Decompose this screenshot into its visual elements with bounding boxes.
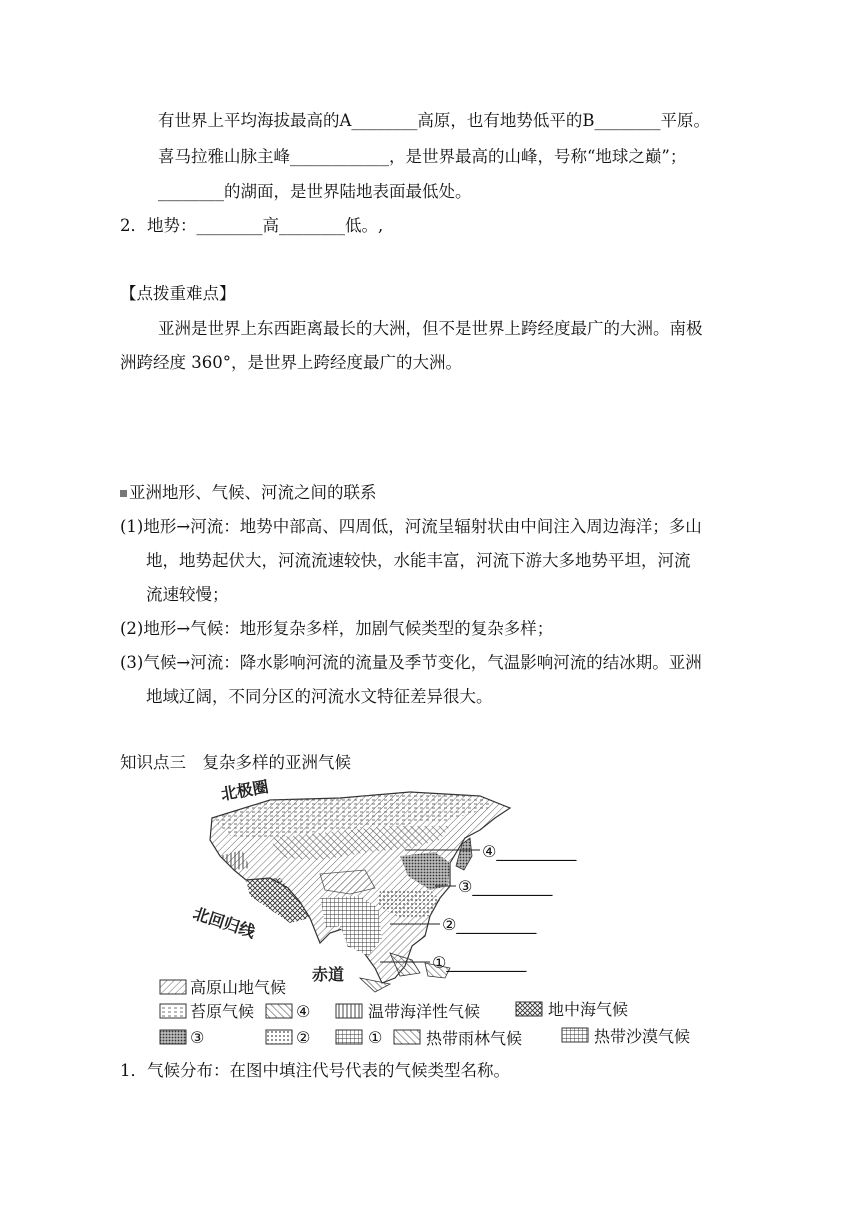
legend-label: ① [368,1028,383,1047]
text-line: 流速较慢； [146,585,229,604]
legend-label: ③ [190,1028,205,1047]
bullet-icon [120,490,127,497]
text-line: 亚洲是世界上东西距离最长的大洲，但不是世界上跨经度最广的大洲。南极 [158,319,703,338]
legend-label: 地中海气候 [548,1000,629,1019]
arctic-circle-label: 北极圈 [219,778,270,804]
asia-climate-map [150,778,750,1058]
legend-swatch-plateau [160,980,186,994]
legend-swatch-tundra [160,1004,186,1018]
equator-label: 赤道 [312,965,345,984]
legend-swatch-rainforest [394,1030,420,1044]
legend-label: ④ [296,1002,311,1021]
text-line: (2)地形→气候：地形复杂多样，加剧气候类型的复杂多样； [120,619,554,638]
relation-title: 亚洲地形、气候、河流之间的联系 [120,482,377,504]
legend-label: 高原山地气候 [190,978,287,997]
legend-swatch-2 [266,1030,292,1044]
climate-region-1 [320,896,382,956]
legend-swatch-oceanic [336,1004,362,1018]
text-line: 地域辽阔，不同分区的河流水文特征差异很大。 [146,687,493,706]
legend-label: 苔原气候 [190,1002,255,1021]
tropic-of-cancer-label: 北回归线 [190,903,258,942]
text-line: 2．地势：________高________低。, [120,216,384,235]
legend-swatch-4 [266,1004,292,1018]
text-line: 地，地势起伏大，河流流速较快，水能丰富，河流下游大多地势平坦，河流 [146,551,691,570]
text-line: ________的湖面，是世界陆地表面最低处。 [158,182,472,201]
callout-1: ①__________ [432,953,527,972]
text-line: 洲跨经度 360°，是世界上跨经度最广的大洲。 [120,353,462,372]
legend-swatch-3 [160,1030,186,1044]
callout-4: ④__________ [482,842,577,861]
legend-label: 热带雨林气候 [426,1029,523,1048]
legend-swatch-mediterranean [516,1002,542,1016]
knowledge-title: 知识点三 复杂多样的亚洲气候 [120,753,351,772]
text-line: 喜马拉雅山脉主峰____________，是世界最高的山峰，号称“地球之巅”； [158,147,687,166]
text-line: (1)地形→河流：地势中部高、四周低，河流呈辐射状由中间注入周边海洋；多山 [120,517,702,536]
legend-swatch-1 [336,1030,362,1044]
legend-label: ② [296,1028,311,1047]
legend-swatch-desert [562,1028,588,1042]
tips-heading: 【点拨重难点】 [120,284,236,303]
callout-2: ②__________ [442,915,537,934]
text-line: 有世界上平均海拔最高的A________高原，也有地势低平的B________平原。 [158,111,711,130]
text-line: (3)气候→河流：降水影响河流的流量及季节变化，气温影响河流的结冰期。亚洲 [120,653,702,672]
legend-label: 温带海洋性气候 [368,1002,481,1021]
question-1: 1．气候分布：在图中填注代号代表的气候类型名称。 [120,1061,510,1080]
callout-3: ③__________ [458,877,553,896]
legend-label: 热带沙漠气候 [594,1027,691,1046]
